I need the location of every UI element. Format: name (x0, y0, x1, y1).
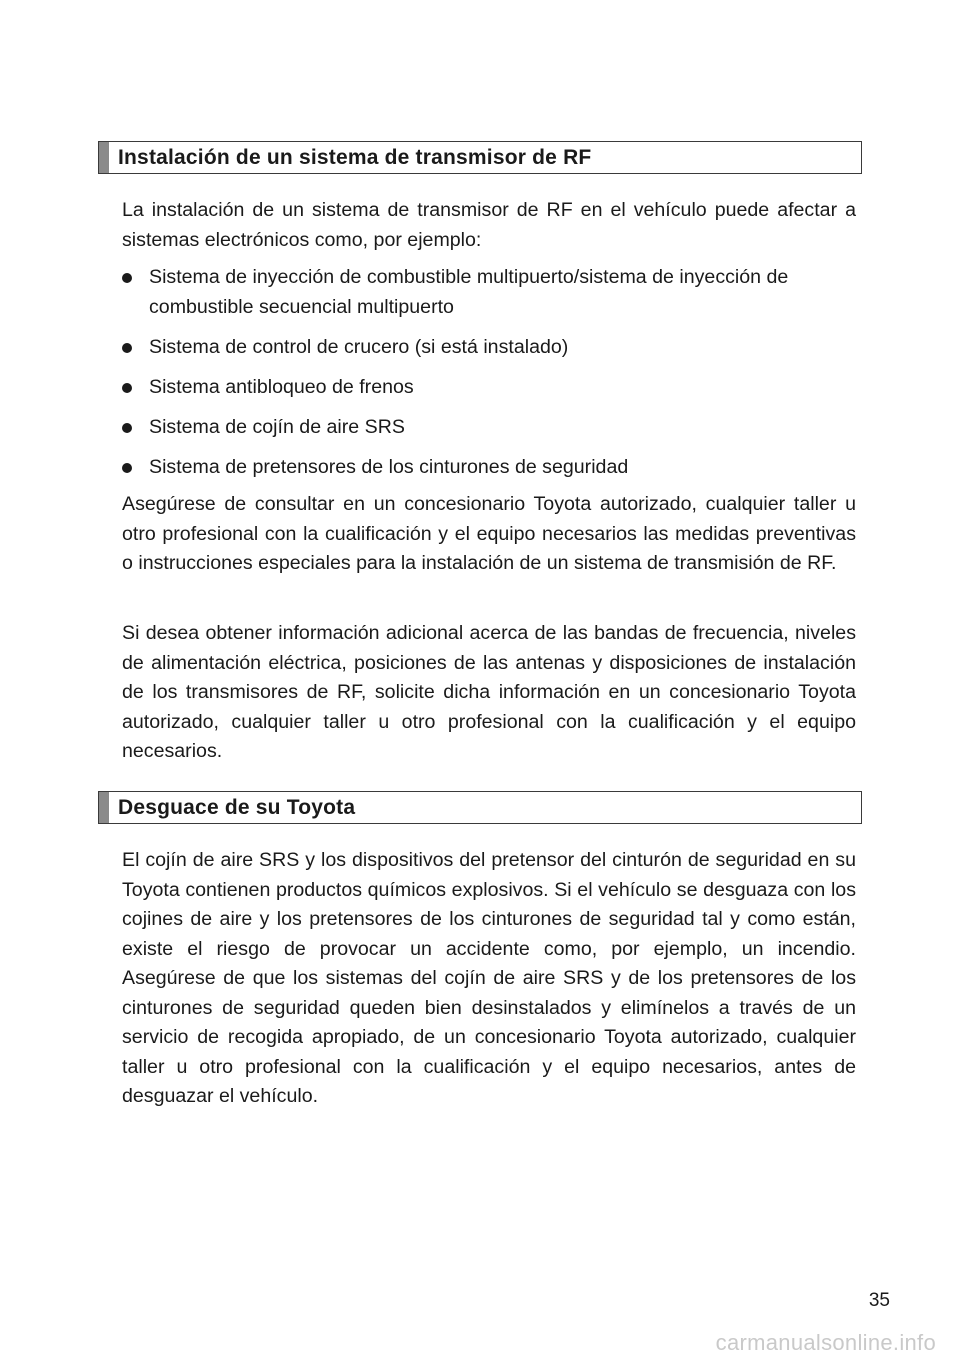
section-title: Desguace de su Toyota (118, 796, 356, 819)
intro-paragraph: La instalación de un sistema de transmisor de RF en el vehículo puede afectar a sistemas electrónicos como, por ejemplo: (122, 199, 856, 251)
consult-dealer-paragraph: Asegúrese de consultar en un concesionario Toyota autorizado, cualquier taller u otro profesional con la cualificación y el equipo necesarios las medidas preventivas o instrucciones especiales para la instalación de un sistema de transmisión de RF. (122, 493, 856, 574)
bullet-dot-icon (122, 383, 132, 393)
list-item (122, 263, 856, 322)
list-item (122, 333, 856, 363)
site-watermark: carmanualsonline.info (715, 1330, 936, 1355)
list-item-text: Sistema de cojín de aire SRS (149, 415, 405, 438)
header-accent-bar (99, 792, 109, 823)
list-item-text: Sistema de control de crucero (si está instalado) (149, 335, 569, 358)
list-item-text: Sistema de inyección de combustible multipuerto/sistema de inyección de combustible secuencial multipuerto (149, 266, 789, 318)
list-item (122, 373, 856, 403)
bullet-dot-icon (122, 463, 132, 473)
additional-info-paragraph: Si desea obtener información adicional acerca de las bandas de frecuencia, niveles de alimentación eléctrica, posiciones de las antenas y disposiciones de instalación de los transmisores de RF, solicite dicha información en un concesionario Toyota autorizado, cualquier taller u otro profesional con la cualificación y el equipo necesarios. (122, 622, 856, 762)
list-item-text: Sistema de pretensores de los cinturones de seguridad (149, 455, 629, 478)
section-title: Instalación de un sistema de transmisor de RF (118, 146, 592, 169)
list-item (122, 413, 856, 443)
bullet-dot-icon (122, 343, 132, 353)
section-header-rf-transmitter (98, 141, 862, 174)
bullet-dot-icon (122, 423, 132, 433)
affected-systems-list (122, 263, 856, 493)
list-item-text: Sistema antibloqueo de frenos (149, 375, 414, 398)
section-header-scrapping (98, 791, 862, 824)
list-item (122, 453, 856, 483)
page-number: 35 (868, 1290, 890, 1311)
header-accent-bar (99, 142, 109, 173)
scrapping-paragraph: El cojín de aire SRS y los dispositivos del pretensor del cinturón de seguridad en su Toyota contienen productos químicos explosivos. Si el vehículo se desguaza con los cojines de aire y los pretensores de los cinturones de seguridad tal y como están, existe el riesgo de provocar un accidente como, por ejemplo, un incendio. Asegúrese de que los sistemas del cojín de aire SRS y de los pretensores de los cinturones de seguridad queden bien desinstalados y elimínelos a través de un servicio de recogida apropiado, de un concesionario Toyota autorizado, cualquier taller u otro profesional con la cualificación y el equipo necesarios, antes de desguazar el vehículo. (122, 849, 856, 1107)
bullet-dot-icon (122, 273, 132, 283)
